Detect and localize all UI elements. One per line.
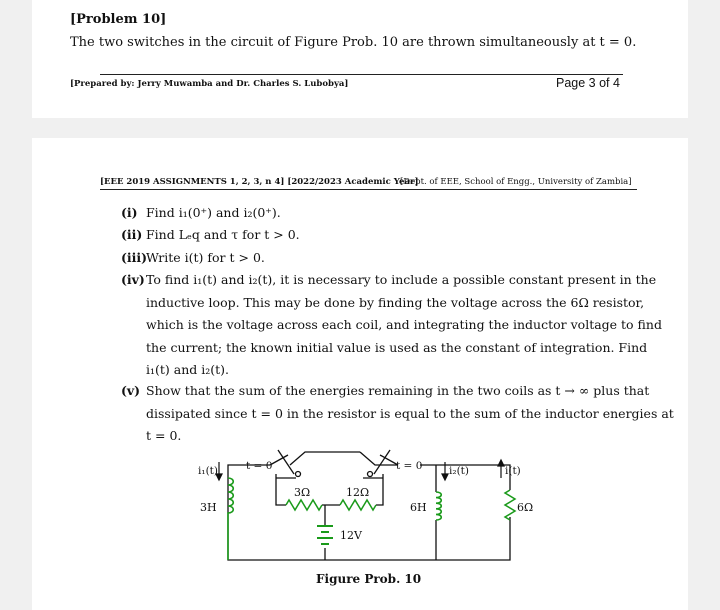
voltage-source — [317, 526, 333, 544]
label-i2: i₂(t) — [449, 465, 469, 477]
resistor-3ohm — [286, 500, 322, 510]
switch-1-contact — [296, 472, 301, 477]
question-text-line: the current; the known initial value is used as the constant of integration. Find — [146, 339, 648, 355]
header-right: [Dept. of EEE, School of Engg., University of Zambia] — [400, 177, 632, 187]
header-left: [EEE 2019 ASSIGNMENTS 1, 2, 3, n 4] [2022/2023 Academic Year] — [100, 177, 419, 187]
question-text-line: dissipated since t = 0 in the resistor is equal to the sum of the inductor energies at — [146, 405, 674, 421]
question-text-line: which is the voltage across each coil, and integrating the inductor voltage to find — [146, 317, 662, 332]
question-number: (i) — [121, 205, 138, 220]
question-number: (iv) — [121, 272, 145, 287]
resistor-6ohm — [505, 490, 515, 520]
question-text-line: Show that the sum of the energies remaining in the two coils as t → ∞ plus that — [146, 383, 650, 398]
label-6ohm: 6Ω — [517, 501, 534, 514]
label-i: i(t) — [505, 465, 521, 477]
label-12v: 12V — [340, 529, 362, 542]
problem-statement: The two switches in the circuit of Figure Prob. 10 are thrown simultaneously at t = 0. — [70, 35, 637, 50]
switch-2-cross — [374, 450, 390, 474]
inductor-3h — [228, 478, 233, 560]
label-sw2: t = 0 — [396, 460, 423, 472]
r1-left-wire — [276, 482, 286, 505]
prepared-by: [Prepared by: Jerry Muwamba and Dr. Charles S. Lubobya] — [70, 79, 349, 89]
figure-caption: Figure Prob. 10 — [316, 572, 422, 586]
inductor-6h — [436, 492, 441, 520]
question-number: (v) — [121, 383, 141, 398]
question-text-line: Find Lₑq and τ for t > 0. — [146, 227, 300, 242]
left-switch-wire — [290, 452, 360, 465]
question-text-line: i₁(t) and i₂(t). — [146, 362, 229, 377]
label-3h: 3H — [200, 501, 217, 514]
right-switch-wire — [360, 452, 398, 465]
problem-title: [Problem 10] — [70, 12, 167, 27]
label-i1: i₁(t) — [198, 465, 218, 477]
switch-2-contact — [368, 472, 373, 477]
question-text-line: To find i₁(t) and i₂(t), it is necessary to include a possible constant present in the — [146, 272, 657, 287]
i-arrow-head — [498, 460, 504, 466]
question-text-line: t = 0. — [146, 428, 182, 443]
switch-1-cross — [278, 450, 294, 474]
r2-right-wire — [376, 482, 383, 505]
question-text-line: Write i(t) for t > 0. — [146, 250, 265, 265]
label-sw1: t = 0 — [246, 460, 273, 472]
label-6h: 6H — [410, 501, 427, 514]
question-text-line: Find i₁(0⁺) and i₂(0⁺). — [146, 205, 281, 220]
i2-arrow-head — [442, 474, 448, 480]
question-number: (ii) — [121, 227, 143, 242]
label-3ohm: 3Ω — [294, 486, 311, 499]
question-text-line: inductive loop. This may be done by finding the voltage across the 6Ω resistor, — [146, 294, 645, 310]
page-number: Page 3 of 4 — [556, 76, 620, 90]
resistor-12ohm — [340, 500, 376, 510]
question-number: (iii) — [121, 250, 148, 265]
label-12ohm: 12Ω — [346, 486, 370, 499]
